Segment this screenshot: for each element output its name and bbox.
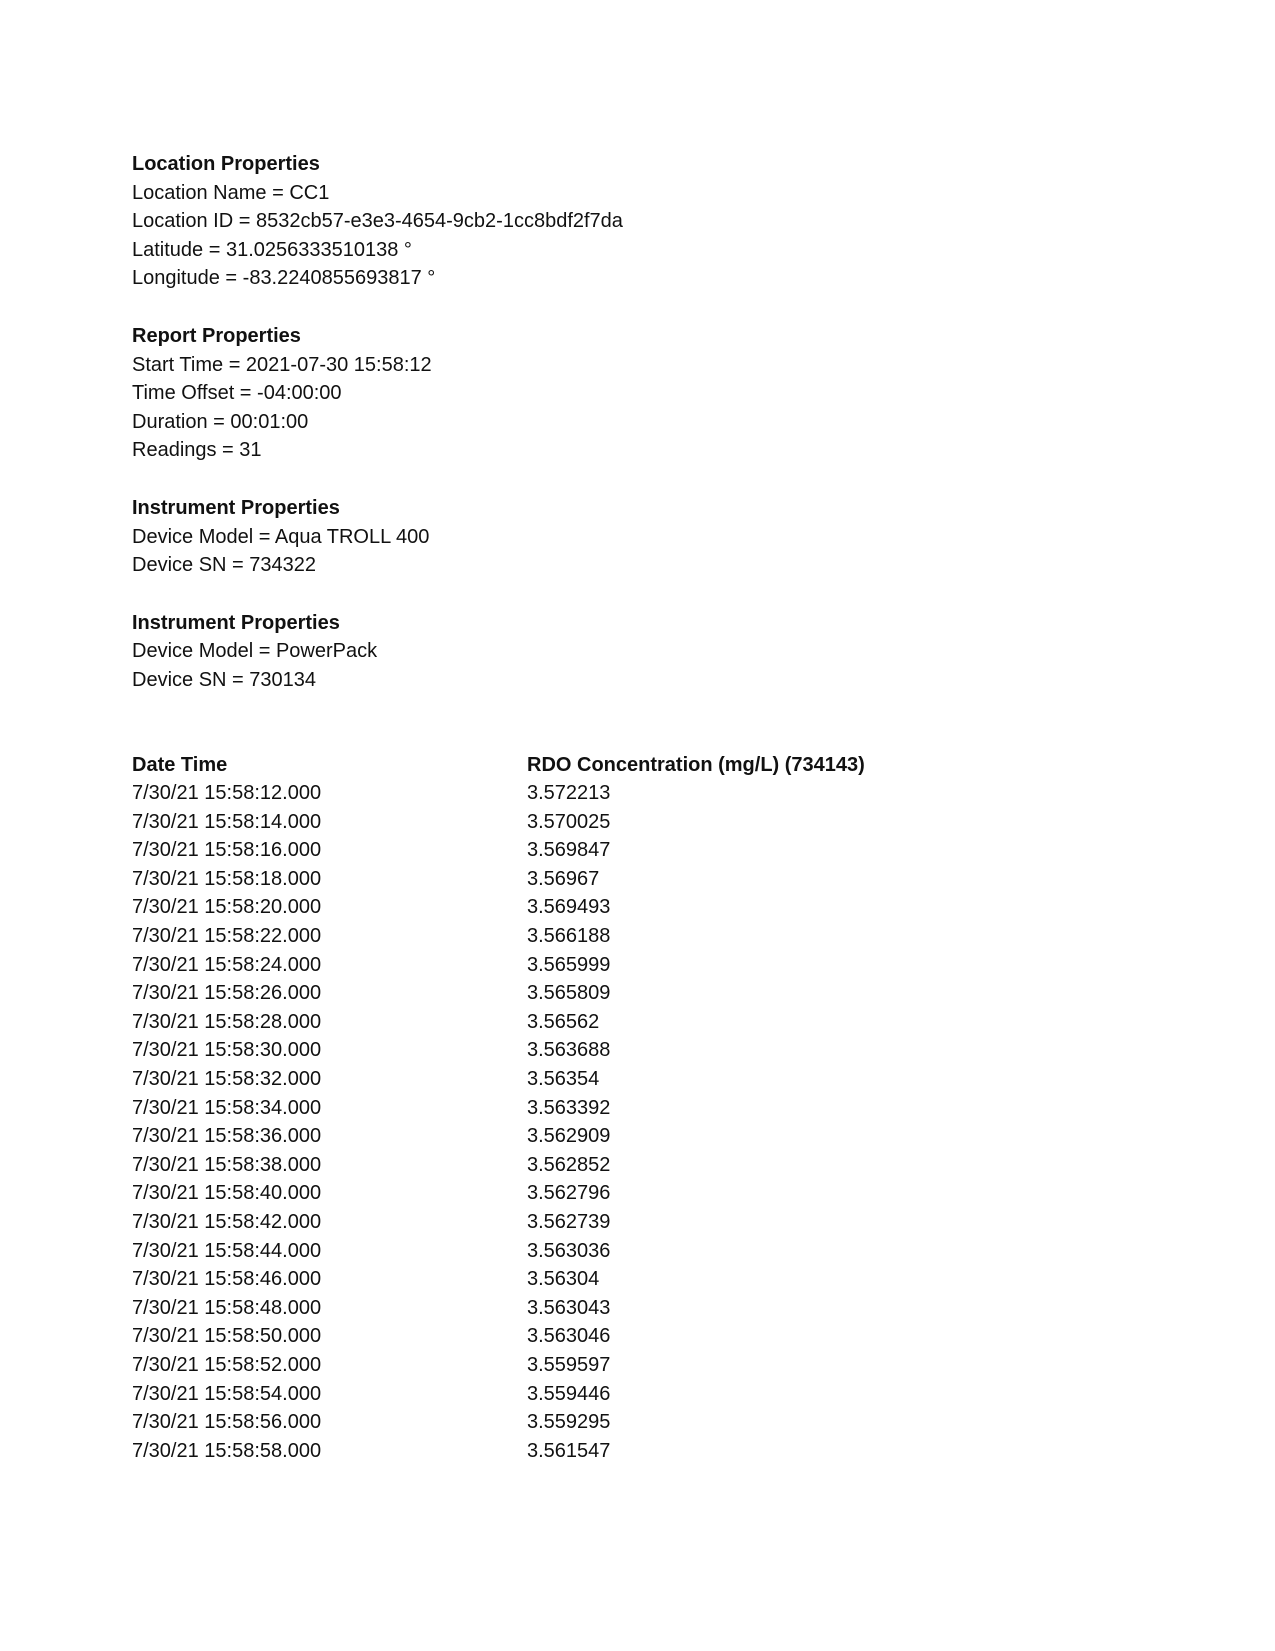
date-time-cell: 7/30/21 15:58:42.000	[132, 1211, 322, 1233]
date-time-cell: 7/30/21 15:58:40.000	[132, 1182, 322, 1205]
rdo-concentration-cell: 3.569847	[527, 839, 611, 862]
rdo-concentration-cell: 3.563392	[527, 1096, 611, 1119]
date-time-cell: 7/30/21 15:58:18.000	[132, 867, 322, 890]
rdo-concentration-cell: 3.563046	[527, 1325, 611, 1348]
table-row	[132, 1179, 1132, 1208]
rdo-concentration-cell: 3.563688	[527, 1039, 611, 1062]
rdo-concentration-cell: 3.565999	[527, 953, 611, 976]
rdo-concentration-cell: 3.561547	[527, 1439, 611, 1462]
date-time-cell: 7/30/21 15:58:24.000	[132, 953, 322, 976]
readings-table	[132, 751, 1132, 1466]
date-time-cell: 7/30/21 15:58:38.000	[132, 1153, 322, 1176]
table-row	[132, 1237, 1132, 1266]
table-row	[132, 1151, 1132, 1180]
rdo-concentration-cell: 3.559446	[527, 1382, 611, 1405]
table-row	[132, 779, 1132, 808]
device-sn: Device SN = 734322	[132, 554, 317, 577]
instrument-properties-section-2	[132, 609, 1132, 695]
date-time-cell: 7/30/21 15:58:14.000	[132, 810, 322, 833]
rdo-concentration-cell: 3.56354	[527, 1068, 600, 1091]
date-time-cell: 7/30/21 15:58:52.000	[132, 1353, 322, 1376]
rdo-concentration-cell: 3.562739	[527, 1211, 611, 1233]
device-model: Device Model = PowerPack	[132, 640, 378, 663]
table-row	[132, 1008, 1132, 1037]
date-time-cell: 7/30/21 15:58:58.000	[132, 1439, 322, 1462]
rdo-concentration-cell: 3.559597	[527, 1353, 611, 1376]
date-time-cell: 7/30/21 15:58:22.000	[132, 925, 322, 948]
date-time-cell: 7/30/21 15:58:56.000	[132, 1411, 322, 1434]
table-row	[132, 1294, 1132, 1323]
instrument-properties-heading: Instrument Properties	[132, 611, 340, 634]
table-row	[132, 1094, 1132, 1123]
time-offset: Time Offset = -04:00:00	[132, 382, 342, 405]
column-header-rdo-concentration: RDO Concentration (mg/L) (734143)	[527, 753, 865, 776]
date-time-cell: 7/30/21 15:58:44.000	[132, 1239, 322, 1262]
rdo-concentration-cell: 3.566188	[527, 925, 611, 948]
table-row	[132, 1380, 1132, 1409]
date-time-cell: 7/30/21 15:58:26.000	[132, 982, 322, 1005]
document-content	[132, 150, 1132, 1465]
latitude: Latitude = 31.0256333510138 °	[132, 238, 412, 261]
date-time-cell: 7/30/21 15:58:20.000	[132, 896, 322, 919]
table-row	[132, 1122, 1132, 1151]
table-row	[132, 1065, 1132, 1094]
date-time-cell: 7/30/21 15:58:54.000	[132, 1382, 322, 1405]
location-properties-section	[132, 150, 1132, 293]
rdo-concentration-cell: 3.570025	[527, 810, 611, 833]
device-model: Device Model = Aqua TROLL 400	[132, 525, 430, 548]
table-row	[132, 808, 1132, 837]
date-time-cell: 7/30/21 15:58:50.000	[132, 1325, 322, 1348]
column-header-date-time: Date Time	[132, 753, 228, 776]
instrument-properties-section-1	[132, 494, 1132, 580]
date-time-cell: 7/30/21 15:58:12.000	[132, 782, 322, 805]
rdo-concentration-cell: 3.56304	[527, 1268, 600, 1291]
table-row	[132, 836, 1132, 865]
rdo-concentration-cell: 3.56562	[527, 1010, 600, 1033]
rdo-concentration-cell: 3.562852	[527, 1153, 611, 1176]
table-row	[132, 951, 1132, 980]
date-time-cell: 7/30/21 15:58:34.000	[132, 1096, 322, 1119]
date-time-cell: 7/30/21 15:58:28.000	[132, 1010, 322, 1033]
date-time-cell: 7/30/21 15:58:48.000	[132, 1296, 322, 1319]
longitude: Longitude = -83.2240855693817 °	[132, 267, 436, 290]
duration: Duration = 00:01:00	[132, 410, 309, 433]
location-id: Location ID = 8532cb57-e3e3-4654-9cb2-1cc8bdf2f7da	[132, 210, 623, 233]
rdo-concentration-cell: 3.563043	[527, 1296, 611, 1319]
device-sn: Device SN = 730134	[132, 668, 317, 691]
table-row	[132, 1322, 1132, 1351]
rdo-concentration-cell: 3.572213	[527, 782, 611, 805]
table-row	[132, 979, 1132, 1008]
location-properties-heading: Location Properties	[132, 153, 320, 175]
table-row	[132, 922, 1132, 951]
date-time-cell: 7/30/21 15:58:36.000	[132, 1125, 322, 1148]
table-header-row	[132, 751, 1132, 780]
instrument-properties-heading: Instrument Properties	[132, 496, 340, 519]
table-row	[132, 1265, 1132, 1294]
table-row	[132, 1351, 1132, 1380]
location-name: Location Name = CC1	[132, 181, 330, 204]
rdo-concentration-cell: 3.562796	[527, 1182, 611, 1205]
table-row	[132, 1437, 1132, 1466]
table-row	[132, 1408, 1132, 1437]
date-time-cell: 7/30/21 15:58:30.000	[132, 1039, 322, 1062]
table-row	[132, 1208, 1132, 1237]
date-time-cell: 7/30/21 15:58:46.000	[132, 1268, 322, 1291]
readings: Readings = 31	[132, 439, 262, 462]
rdo-concentration-cell: 3.562909	[527, 1125, 611, 1148]
rdo-concentration-cell: 3.559295	[527, 1411, 611, 1434]
rdo-concentration-cell: 3.569493	[527, 896, 611, 919]
start-time: Start Time = 2021-07-30 15:58:12	[132, 353, 432, 376]
rdo-concentration-cell: 3.56967	[527, 867, 600, 890]
table-row	[132, 893, 1132, 922]
rdo-concentration-cell: 3.565809	[527, 982, 611, 1005]
date-time-cell: 7/30/21 15:58:32.000	[132, 1068, 322, 1091]
report-properties-section	[132, 322, 1132, 465]
rdo-concentration-cell: 3.563036	[527, 1239, 611, 1262]
table-row	[132, 1036, 1132, 1065]
table-row	[132, 865, 1132, 894]
report-properties-heading: Report Properties	[132, 324, 301, 347]
date-time-cell: 7/30/21 15:58:16.000	[132, 839, 322, 862]
